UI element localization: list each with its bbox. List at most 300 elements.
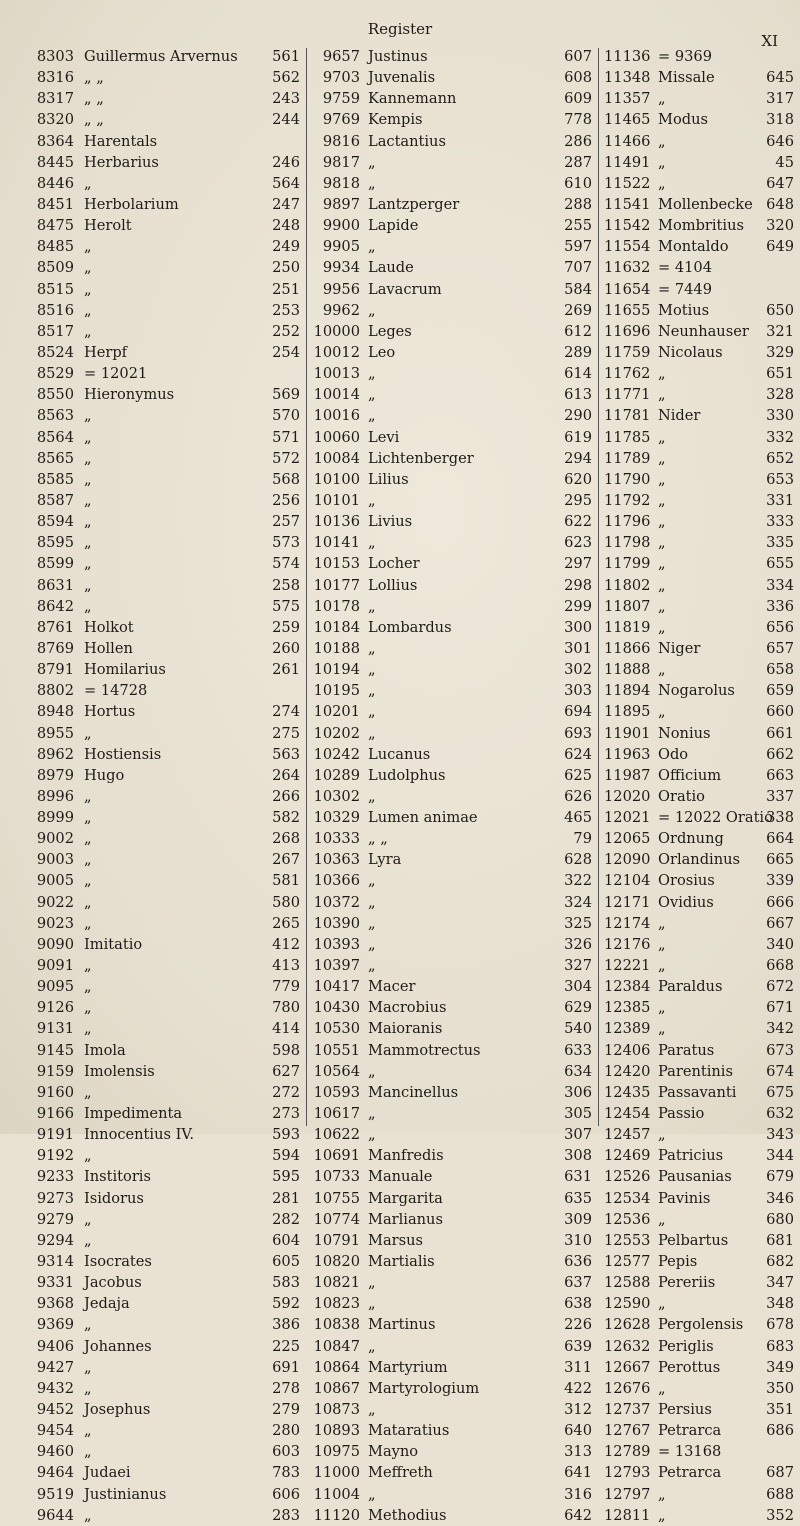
entry-page: 310 <box>564 1231 592 1249</box>
entry-number: 11542 <box>604 217 651 235</box>
entry-page: 256 <box>272 491 300 509</box>
register-entry <box>604 723 794 744</box>
entry-name: Mataratius <box>368 1422 450 1440</box>
entry-number: 10755 <box>313 1189 360 1207</box>
register-entry <box>22 828 300 849</box>
register-entry <box>312 1357 592 1378</box>
entry-name: „ <box>658 174 666 192</box>
entry-number: 10000 <box>313 322 360 340</box>
entry-number: 9406 <box>36 1337 74 1355</box>
entry-page: 662 <box>766 745 794 763</box>
register-entry <box>604 342 794 363</box>
register-entry <box>604 1251 794 1272</box>
entry-number: 10838 <box>313 1316 360 1334</box>
entry-page: 304 <box>564 978 592 996</box>
entry-number: 9095 <box>36 978 74 996</box>
entry-number: 8515 <box>36 280 74 298</box>
entry-number: 9368 <box>36 1295 74 1313</box>
entry-name: „ <box>84 470 92 488</box>
entry-page: 335 <box>766 534 794 552</box>
entry-name: „ <box>84 407 92 425</box>
register-entry <box>22 575 300 596</box>
register-entry <box>312 152 592 173</box>
entry-name: Nicolaus <box>658 343 723 361</box>
register-entry <box>312 490 592 511</box>
entry-number: 12534 <box>604 1189 651 1207</box>
register-entry <box>312 1061 592 1082</box>
entry-page: 641 <box>564 1464 592 1482</box>
entry-number: 8802 <box>36 682 74 700</box>
entry-name: „ <box>368 935 376 953</box>
register-entry <box>312 1103 592 1124</box>
register-entry <box>22 215 300 236</box>
entry-page: 629 <box>564 999 592 1017</box>
register-entry <box>604 596 794 617</box>
entry-number: 9090 <box>36 935 74 953</box>
entry-name: Niger <box>658 639 701 657</box>
entry-name: Passio <box>658 1105 705 1123</box>
entry-number: 8595 <box>36 534 74 552</box>
entry-page: 273 <box>272 1105 300 1123</box>
entry-number: 8445 <box>36 153 74 171</box>
entry-number: 9769 <box>322 111 360 129</box>
entry-page: 683 <box>766 1337 794 1355</box>
entry-name: Imitatio <box>84 935 143 953</box>
entry-number: 11654 <box>604 280 651 298</box>
entry-name: Marlianus <box>368 1210 443 1228</box>
entry-name: Holkot <box>84 618 134 636</box>
register-entry <box>312 384 592 405</box>
entry-page: 324 <box>564 893 592 911</box>
entry-page: 300 <box>564 618 592 636</box>
entry-page: 339 <box>766 872 794 890</box>
register-entry <box>312 659 592 680</box>
entry-number: 11541 <box>604 195 651 213</box>
entry-number: 9369 <box>36 1316 74 1334</box>
entry-number: 10593 <box>313 1083 360 1101</box>
entry-name: Parentinis <box>658 1062 733 1080</box>
entry-number: 12632 <box>604 1337 651 1355</box>
register-column-2 <box>312 46 592 1526</box>
entry-page: 663 <box>766 766 794 784</box>
register-entry <box>604 1399 794 1420</box>
register-entry <box>604 997 794 1018</box>
entry-page: 649 <box>766 238 794 256</box>
entry-number: 8979 <box>36 766 74 784</box>
register-entry <box>604 870 794 891</box>
entry-page: 679 <box>766 1168 794 1186</box>
entry-page: 569 <box>272 386 300 404</box>
register-entry <box>604 701 794 722</box>
entry-number: 12536 <box>604 1210 651 1228</box>
entry-number: 9145 <box>36 1041 74 1059</box>
entry-page: 347 <box>766 1274 794 1292</box>
register-entry <box>604 384 794 405</box>
entry-number: 11781 <box>604 407 651 425</box>
entry-page: 250 <box>272 259 300 277</box>
entry-number: 11789 <box>604 449 651 467</box>
entry-number: 11465 <box>604 111 651 129</box>
entry-name: Montaldo <box>658 238 729 256</box>
register-entry <box>604 1484 794 1505</box>
entry-number: 11963 <box>604 745 651 763</box>
entry-name: Maioranis <box>368 1020 443 1038</box>
register-entry <box>22 1082 300 1103</box>
entry-page: 257 <box>272 513 300 531</box>
register-entry <box>604 448 794 469</box>
entry-name: „ <box>658 935 666 953</box>
entry-name: Motius <box>658 301 710 319</box>
register-entry <box>312 1505 592 1526</box>
entry-page: 678 <box>766 1316 794 1334</box>
entry-page: 255 <box>564 217 592 235</box>
entry-number: 8631 <box>36 576 74 594</box>
register-entry <box>604 46 794 67</box>
entry-name: „ <box>84 238 92 256</box>
entry-name: „ <box>658 1126 666 1144</box>
entry-name: Imolensis <box>84 1062 155 1080</box>
register-entry <box>22 1420 300 1441</box>
register-entry <box>22 405 300 426</box>
entry-page: 584 <box>564 280 592 298</box>
entry-name: Perottus <box>658 1358 721 1376</box>
register-entry <box>604 67 794 88</box>
entry-number: 10564 <box>313 1062 360 1080</box>
entry-name: Ovidius <box>658 893 714 911</box>
entry-number: 9759 <box>322 90 360 108</box>
entry-number: 10430 <box>313 999 360 1017</box>
entry-page: 653 <box>766 470 794 488</box>
register-entry <box>22 1293 300 1314</box>
register-entry <box>604 1166 794 1187</box>
entry-page: 624 <box>564 745 592 763</box>
entry-page: 244 <box>272 111 300 129</box>
entry-number: 10302 <box>313 787 360 805</box>
entry-number: 9131 <box>36 1020 74 1038</box>
register-entry <box>312 997 592 1018</box>
entry-page: 593 <box>272 1126 300 1144</box>
register-entry <box>312 723 592 744</box>
entry-page: 613 <box>564 386 592 404</box>
entry-number: 12090 <box>604 851 651 869</box>
entry-name: Neunhauser <box>658 322 749 340</box>
register-entry <box>312 1166 592 1187</box>
page-folio: XI <box>761 32 778 50</box>
register-entry <box>22 46 300 67</box>
register-entry <box>22 1188 300 1209</box>
entry-number: 11655 <box>604 301 651 319</box>
entry-page: 283 <box>272 1506 300 1524</box>
entry-number: 11771 <box>604 386 651 404</box>
entry-name: Lactantius <box>368 132 446 150</box>
entry-name: Lapide <box>368 217 419 235</box>
entry-name: Martialis <box>368 1253 435 1271</box>
entry-number: 9331 <box>36 1274 74 1292</box>
register-entry <box>312 1124 592 1145</box>
entry-name: Mammotrectus <box>368 1041 481 1059</box>
entry-name: Locher <box>368 555 420 573</box>
entry-name: „ <box>84 1316 92 1334</box>
entry-page: 342 <box>766 1020 794 1038</box>
entry-page: 279 <box>272 1401 300 1418</box>
register-entry <box>604 405 794 426</box>
entry-page: 627 <box>272 1062 300 1080</box>
entry-page: 595 <box>272 1168 300 1186</box>
entry-page: 664 <box>766 830 794 848</box>
entry-name: Herpf <box>84 343 128 361</box>
register-entry <box>312 342 592 363</box>
entry-name: Hugo <box>84 766 125 784</box>
register-entry <box>604 913 794 934</box>
entry-name: „ <box>84 830 92 848</box>
entry-name: „ <box>658 576 666 594</box>
entry-number: 9900 <box>322 217 360 235</box>
register-entry <box>312 1378 592 1399</box>
entry-name: Herolt <box>84 217 132 235</box>
register-entry <box>22 363 300 384</box>
register-entry <box>312 469 592 490</box>
entry-name: Oratio <box>658 787 705 805</box>
entry-name: „ <box>658 618 666 636</box>
entry-number: 10153 <box>313 555 360 573</box>
entry-name: „ <box>84 1147 92 1165</box>
register-entry <box>312 363 592 384</box>
entry-name: = 13168 <box>658 1443 722 1461</box>
entry-number: 8446 <box>36 174 74 192</box>
entry-name: Guillermus Arvernus <box>84 48 238 65</box>
register-entry <box>22 1314 300 1335</box>
entry-page: 312 <box>564 1401 592 1418</box>
register-entry <box>22 321 300 342</box>
entry-page: 225 <box>272 1337 300 1355</box>
entry-name: „ <box>368 1337 376 1355</box>
entry-name: „ <box>84 174 92 192</box>
register-entry <box>22 1251 300 1272</box>
entry-name: „ <box>658 534 666 552</box>
entry-number: 10195 <box>313 682 360 700</box>
entry-number: 12171 <box>604 893 651 911</box>
entry-name: „ <box>84 787 92 805</box>
entry-number: 8316 <box>36 69 74 87</box>
entry-name: Ludolphus <box>368 766 446 784</box>
entry-page: 612 <box>564 322 592 340</box>
entry-number: 9273 <box>36 1189 74 1207</box>
entry-name: „ <box>84 301 92 319</box>
entry-page: 634 <box>564 1062 592 1080</box>
entry-page: 581 <box>272 872 300 890</box>
entry-name: Kempis <box>368 111 423 129</box>
register-entry <box>604 1061 794 1082</box>
entry-page: 574 <box>272 555 300 573</box>
entry-number: 9002 <box>36 830 74 848</box>
entry-name: Kannemann <box>368 90 457 108</box>
entry-name: Mollenbecke <box>658 195 753 213</box>
register-entry <box>312 807 592 828</box>
entry-name: Lilius <box>368 470 409 488</box>
register-entry <box>22 1505 300 1526</box>
entry-number: 9160 <box>36 1083 74 1101</box>
entry-number: 8550 <box>36 386 74 404</box>
entry-page: 267 <box>272 851 300 869</box>
entry-page: 622 <box>564 513 592 531</box>
entry-name: Pepis <box>658 1253 698 1271</box>
entry-number: 12590 <box>604 1295 651 1313</box>
entry-name: Meffreth <box>368 1464 433 1482</box>
entry-number: 12469 <box>604 1147 651 1165</box>
entry-page: 243 <box>272 90 300 108</box>
register-entry <box>22 997 300 1018</box>
entry-number: 8524 <box>36 343 74 361</box>
entry-number: 11894 <box>604 682 651 700</box>
entry-name: Methodius <box>368 1506 447 1524</box>
register-entry <box>312 427 592 448</box>
entry-name: „ „ <box>84 90 104 108</box>
register-entry <box>22 976 300 997</box>
entry-page: 665 <box>766 851 794 869</box>
entry-page: 540 <box>564 1020 592 1038</box>
entry-name: = 9369 <box>658 48 713 65</box>
entry-number: 10847 <box>313 1337 360 1355</box>
entry-name: Juvenalis <box>368 69 436 87</box>
register-entry <box>312 131 592 152</box>
register-entry <box>312 680 592 701</box>
entry-number: 10178 <box>313 597 360 615</box>
entry-name: „ <box>658 661 666 679</box>
entry-page: 306 <box>564 1083 592 1101</box>
entry-name: „ <box>84 322 92 340</box>
entry-number: 12793 <box>604 1464 651 1482</box>
entry-page: 253 <box>272 301 300 319</box>
entry-number: 11802 <box>604 576 651 594</box>
entry-number: 8585 <box>36 470 74 488</box>
entry-name: „ <box>658 153 666 171</box>
entry-page: 636 <box>564 1253 592 1271</box>
entry-name: Hollen <box>84 639 133 657</box>
entry-number: 10289 <box>313 766 360 784</box>
entry-page: 465 <box>564 809 592 827</box>
entry-number: 8791 <box>36 661 74 679</box>
register-entry <box>312 511 592 532</box>
entry-page: 633 <box>564 1041 592 1059</box>
entry-page: 628 <box>564 851 592 869</box>
entry-page: 301 <box>564 639 592 657</box>
register-entry <box>604 744 794 765</box>
entry-number: 10975 <box>313 1443 360 1461</box>
entry-name: „ <box>368 914 376 932</box>
entry-page: 412 <box>272 935 300 953</box>
register-entry <box>22 1061 300 1082</box>
entry-page: 331 <box>766 491 794 509</box>
entry-page: 268 <box>272 830 300 848</box>
entry-name: „ <box>658 957 666 975</box>
entry-page: 326 <box>564 935 592 953</box>
register-entry <box>22 1441 300 1462</box>
entry-page: 639 <box>564 1337 592 1355</box>
entry-name: „ <box>368 407 376 425</box>
entry-number: 10136 <box>313 513 360 531</box>
entry-number: 8564 <box>36 428 74 446</box>
entry-number: 9519 <box>36 1485 74 1503</box>
entry-page: 672 <box>766 978 794 996</box>
entry-name: Judaei <box>84 1464 131 1482</box>
register-entry <box>312 279 592 300</box>
entry-name: „ <box>84 1231 92 1249</box>
entry-name: „ <box>84 534 92 552</box>
entry-page: 573 <box>272 534 300 552</box>
entry-page: 79 <box>573 830 592 848</box>
entry-page: 351 <box>766 1401 794 1418</box>
entry-page: 346 <box>766 1189 794 1207</box>
entry-number: 10060 <box>313 428 360 446</box>
entry-page: 252 <box>272 322 300 340</box>
entry-name: „ <box>658 1210 666 1228</box>
register-entry <box>22 1484 300 1505</box>
entry-page: 386 <box>272 1316 300 1334</box>
entry-name: „ <box>368 1401 376 1418</box>
entry-name: „ <box>368 534 376 552</box>
register-entry <box>312 786 592 807</box>
entry-name: „ <box>368 703 376 721</box>
entry-number: 12667 <box>604 1358 651 1376</box>
entry-number: 10417 <box>313 978 360 996</box>
entry-name: „ <box>658 1295 666 1313</box>
entry-page: 694 <box>564 703 592 721</box>
entry-page: 322 <box>564 872 592 890</box>
register-entry <box>22 765 300 786</box>
entry-number: 8364 <box>36 132 74 150</box>
entry-page: 610 <box>564 174 592 192</box>
register-entry <box>22 1378 300 1399</box>
entry-name: Herbolarium <box>84 195 179 213</box>
entry-page: 682 <box>766 1253 794 1271</box>
entry-number: 10821 <box>313 1274 360 1292</box>
entry-number: 9427 <box>36 1358 74 1376</box>
entry-number: 11785 <box>604 428 651 446</box>
entry-page: 673 <box>766 1041 794 1059</box>
entry-number: 8996 <box>36 787 74 805</box>
register-entry <box>604 659 794 680</box>
entry-page: 254 <box>272 343 300 361</box>
entry-number: 10733 <box>313 1168 360 1186</box>
register-entry <box>22 448 300 469</box>
entry-name: „ <box>84 280 92 298</box>
register-entry <box>22 892 300 913</box>
register-entry <box>22 257 300 278</box>
entry-number: 12457 <box>604 1126 651 1144</box>
entry-name: „ <box>368 1274 376 1292</box>
entry-name: „ <box>84 978 92 996</box>
entry-page: 302 <box>564 661 592 679</box>
register-entry <box>604 152 794 173</box>
entry-name: = 14728 <box>84 682 148 700</box>
entry-number: 9003 <box>36 851 74 869</box>
entry-number: 12588 <box>604 1274 651 1292</box>
register-entry <box>604 955 794 976</box>
entry-page: 247 <box>272 195 300 213</box>
entry-page: 562 <box>272 69 300 87</box>
entry-number: 9934 <box>322 259 360 277</box>
entry-name: „ <box>658 914 666 932</box>
entry-name: Jedaja <box>84 1295 130 1313</box>
entry-page: 604 <box>272 1231 300 1249</box>
entry-name: „ <box>368 682 376 700</box>
entry-name: Petrarca <box>658 1464 722 1482</box>
entry-number: 10013 <box>313 365 360 383</box>
entry-page: 605 <box>272 1253 300 1271</box>
register-entry <box>312 976 592 997</box>
entry-name: „ <box>368 238 376 256</box>
entry-number: 8642 <box>36 597 74 615</box>
